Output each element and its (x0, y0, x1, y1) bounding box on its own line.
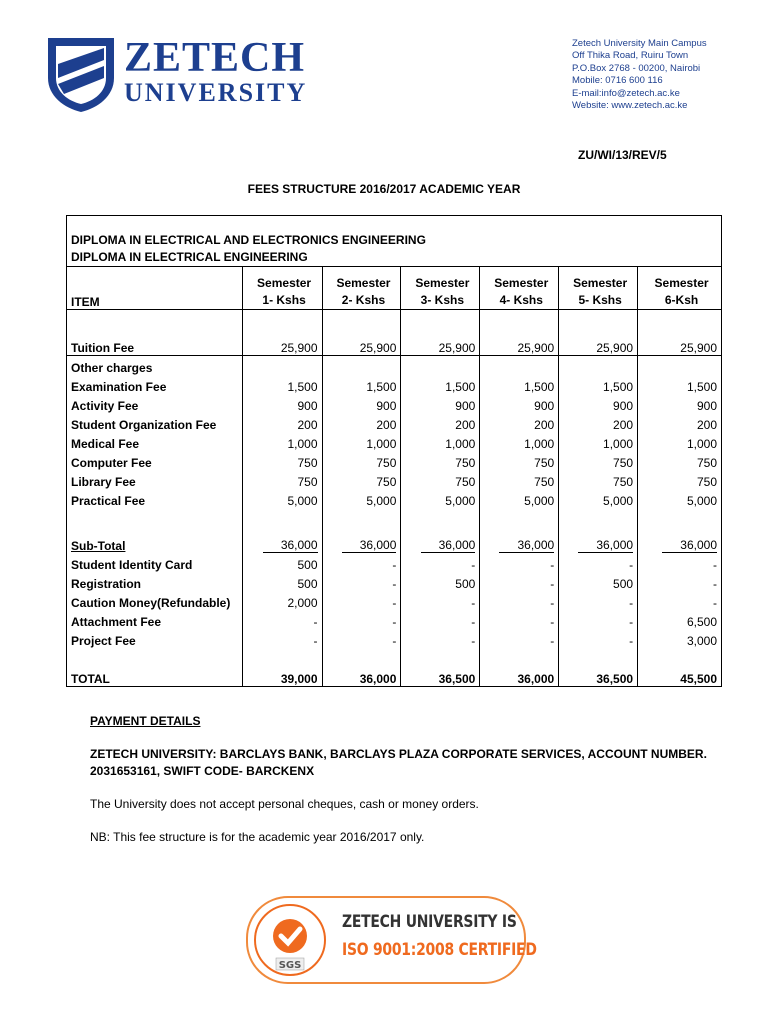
row-label: Medical Fee (67, 432, 243, 451)
programme-row (67, 216, 722, 267)
row-label: Activity Fee (67, 394, 243, 413)
contact-website: Website: www.zetech.ac.ke (572, 100, 688, 112)
row-label: Student Organization Fee (67, 413, 243, 432)
semester-header: Semester 3- Kshs (401, 267, 480, 310)
semester-header: Semester 2- Kshs (322, 267, 401, 310)
spacer-row (67, 310, 722, 337)
cell-value: 5,000 (322, 489, 401, 508)
cell-value: 36,000 (322, 648, 401, 687)
cell-value: 900 (242, 394, 322, 413)
cell-value: 6,500 (638, 610, 722, 629)
cell-value: 36,000 (242, 534, 322, 553)
row-label: Sub-Total (67, 534, 243, 553)
cell-value: 750 (242, 451, 322, 470)
cell-value: 200 (559, 413, 638, 432)
contact-line: Zetech University Main Campus (572, 38, 707, 49)
cell-value: 25,900 (559, 336, 638, 356)
seal-text: SGS (278, 960, 302, 971)
bank-details: ZETECH UNIVERSITY: BARCLAYS BANK, BARCLAYS PLAZA CORPORATE SERVICES, ACCOUNT NUMBER. 2031653161, SWIFT CODE- BARCKENX (90, 747, 707, 778)
cell-value: 200 (638, 413, 722, 432)
row-label: TOTAL (67, 648, 243, 687)
table-row (67, 489, 722, 508)
sgs-seal-icon (252, 902, 328, 978)
cell-value: 1,000 (401, 432, 480, 451)
cell-value: - (322, 610, 401, 629)
page-title: FEES STRUCTURE 2016/2017 ACADEMIC YEAR (247, 182, 521, 196)
row-label: Computer Fee (67, 451, 243, 470)
cell-value: - (480, 629, 559, 648)
cell-value: 750 (638, 470, 722, 489)
contact-line: Off Thika Road, Ruiru Town (572, 50, 689, 62)
cell-value: 1,000 (322, 432, 401, 451)
table-row (67, 394, 722, 413)
item-header: ITEM (67, 267, 243, 310)
row-label: Library Fee (67, 470, 243, 489)
row-label: Student Identity Card (67, 553, 243, 572)
cell-value: 200 (480, 413, 559, 432)
cell-value: 36,000 (638, 534, 722, 553)
cell-value: 900 (638, 394, 722, 413)
cell-value: 500 (242, 553, 322, 572)
cell-value: - (322, 591, 401, 610)
cell-value: 25,900 (242, 336, 322, 356)
table-row (67, 648, 722, 687)
row-label: Registration (67, 572, 243, 591)
cell-value: 36,500 (559, 648, 638, 687)
cell-value: - (242, 629, 322, 648)
cell-value: - (638, 591, 722, 610)
shield-icon (44, 34, 118, 114)
cell-value: - (638, 572, 722, 591)
table-row (67, 413, 722, 432)
cell-value: 750 (480, 451, 559, 470)
cell-value: - (480, 610, 559, 629)
table-row (67, 534, 722, 553)
table-row (67, 591, 722, 610)
cell-value: 200 (322, 413, 401, 432)
cell-value: 5,000 (638, 489, 722, 508)
cell-value: - (322, 629, 401, 648)
payment-heading: PAYMENT DETAILS (90, 714, 201, 728)
fees-table (66, 215, 722, 687)
table-row (67, 432, 722, 451)
cell-value: 750 (242, 470, 322, 489)
cell-value: 750 (401, 451, 480, 470)
cell-value: 5,000 (401, 489, 480, 508)
contact-email: E-mail:info@zetech.ac.ke (572, 87, 680, 99)
cell-value: 750 (480, 470, 559, 489)
cell-value: 5,000 (242, 489, 322, 508)
table-row (67, 356, 722, 376)
cell-value: 500 (242, 572, 322, 591)
semester-header: Semester 5- Kshs (559, 267, 638, 310)
cell-value: 2,000 (242, 591, 322, 610)
table-row (67, 470, 722, 489)
cell-value: 750 (322, 451, 401, 470)
contact-line: P.O.Box 2768 - 00200, Nairobi (572, 62, 701, 74)
cell-value: 200 (401, 413, 480, 432)
cell-value: 750 (638, 451, 722, 470)
cell-value: - (401, 553, 480, 572)
cell-value: 25,900 (638, 336, 722, 356)
cell-value: 25,900 (401, 336, 480, 356)
cell-value: 1,500 (242, 375, 322, 394)
badge-line-2: ISO 9001:2008 CERTIFIED (342, 940, 537, 960)
cell-value: 36,000 (322, 534, 401, 553)
cell-value: 1,000 (480, 432, 559, 451)
programme-name: DIPLOMA IN ELECTRICAL AND ELECTRONICS ENGINEERING (71, 233, 426, 247)
cell-value: 1,000 (638, 432, 722, 451)
cell-value: 750 (559, 470, 638, 489)
cell-value: 36,000 (480, 534, 559, 553)
cell-value: 900 (559, 394, 638, 413)
row-label: Caution Money(Refundable) (67, 591, 243, 610)
cell-value: - (559, 629, 638, 648)
cell-value: 36,000 (401, 534, 480, 553)
table-row (67, 451, 722, 470)
cell-value: - (401, 629, 480, 648)
table-row (67, 336, 722, 356)
cell-value: 1,500 (401, 375, 480, 394)
cell-value: 750 (559, 451, 638, 470)
semester-header: Semester 6-Ksh (638, 267, 722, 310)
cell-value: 36,500 (401, 648, 480, 687)
cell-value: - (480, 572, 559, 591)
cell-value: 900 (401, 394, 480, 413)
academic-year-note: NB: This fee structure is for the academic year 2016/2017 only. (90, 830, 425, 844)
cell-value: - (559, 553, 638, 572)
logo-word-university: UNIVERSITY (124, 78, 308, 107)
cell-value: 750 (322, 470, 401, 489)
table-row (67, 610, 722, 629)
cell-value: 200 (242, 413, 322, 432)
cell-value: 3,000 (638, 629, 722, 648)
cell-value: 36,000 (559, 534, 638, 553)
row-label: Attachment Fee (67, 610, 243, 629)
row-label: Project Fee (67, 629, 243, 648)
row-label: Practical Fee (67, 489, 243, 508)
section-label: Other charges (67, 356, 243, 376)
semester-header: Semester 1- Kshs (242, 267, 322, 310)
cell-value: 900 (322, 394, 401, 413)
cell-value: 1,500 (638, 375, 722, 394)
cell-value: 1,500 (322, 375, 401, 394)
cell-value: 500 (559, 572, 638, 591)
cell-value: - (638, 553, 722, 572)
cell-value: - (401, 591, 480, 610)
cell-value: - (480, 553, 559, 572)
programme-name: DIPLOMA IN ELECTRICAL ENGINEERING (71, 250, 308, 264)
contact-line: Mobile: 0716 600 116 (572, 75, 663, 87)
cell-value: 39,000 (242, 648, 322, 687)
payment-note: The University does not accept personal cheques, cash or money orders. (90, 797, 479, 811)
semester-header: Semester 4- Kshs (480, 267, 559, 310)
row-label: Examination Fee (67, 375, 243, 394)
university-logo (44, 34, 308, 114)
cell-value: - (322, 572, 401, 591)
row-label: Tuition Fee (67, 336, 243, 356)
cell-value: 750 (401, 470, 480, 489)
contact-block (572, 38, 762, 112)
cell-value: - (559, 610, 638, 629)
programme-names (67, 216, 722, 267)
cell-value: 1,000 (242, 432, 322, 451)
badge-line-1: ZETECH UNIVERSITY IS (342, 912, 517, 932)
spacer-row (67, 508, 722, 534)
cell-value: 25,900 (480, 336, 559, 356)
cell-value: - (559, 591, 638, 610)
table-row (67, 572, 722, 591)
cell-value: 5,000 (480, 489, 559, 508)
cell-value: 900 (480, 394, 559, 413)
table-row (67, 375, 722, 394)
cell-value: - (242, 610, 322, 629)
payment-details (90, 713, 730, 862)
table-row (67, 629, 722, 648)
table-row (67, 553, 722, 572)
cell-value: 5,000 (559, 489, 638, 508)
cell-value: 1,500 (559, 375, 638, 394)
cell-value: 500 (401, 572, 480, 591)
table-header-row (67, 267, 722, 310)
cell-value: 36,000 (480, 648, 559, 687)
logo-word-zetech: ZETECH (124, 35, 306, 81)
cell-value: - (322, 553, 401, 572)
cell-value: - (401, 610, 480, 629)
cell-value: 1,000 (559, 432, 638, 451)
cell-value: 1,500 (480, 375, 559, 394)
cell-value: - (480, 591, 559, 610)
iso-certification-badge (246, 896, 537, 984)
document-reference: ZU/WI/13/REV/5 (578, 148, 667, 162)
cell-value: 25,900 (322, 336, 401, 356)
cell-value: 45,500 (638, 648, 722, 687)
